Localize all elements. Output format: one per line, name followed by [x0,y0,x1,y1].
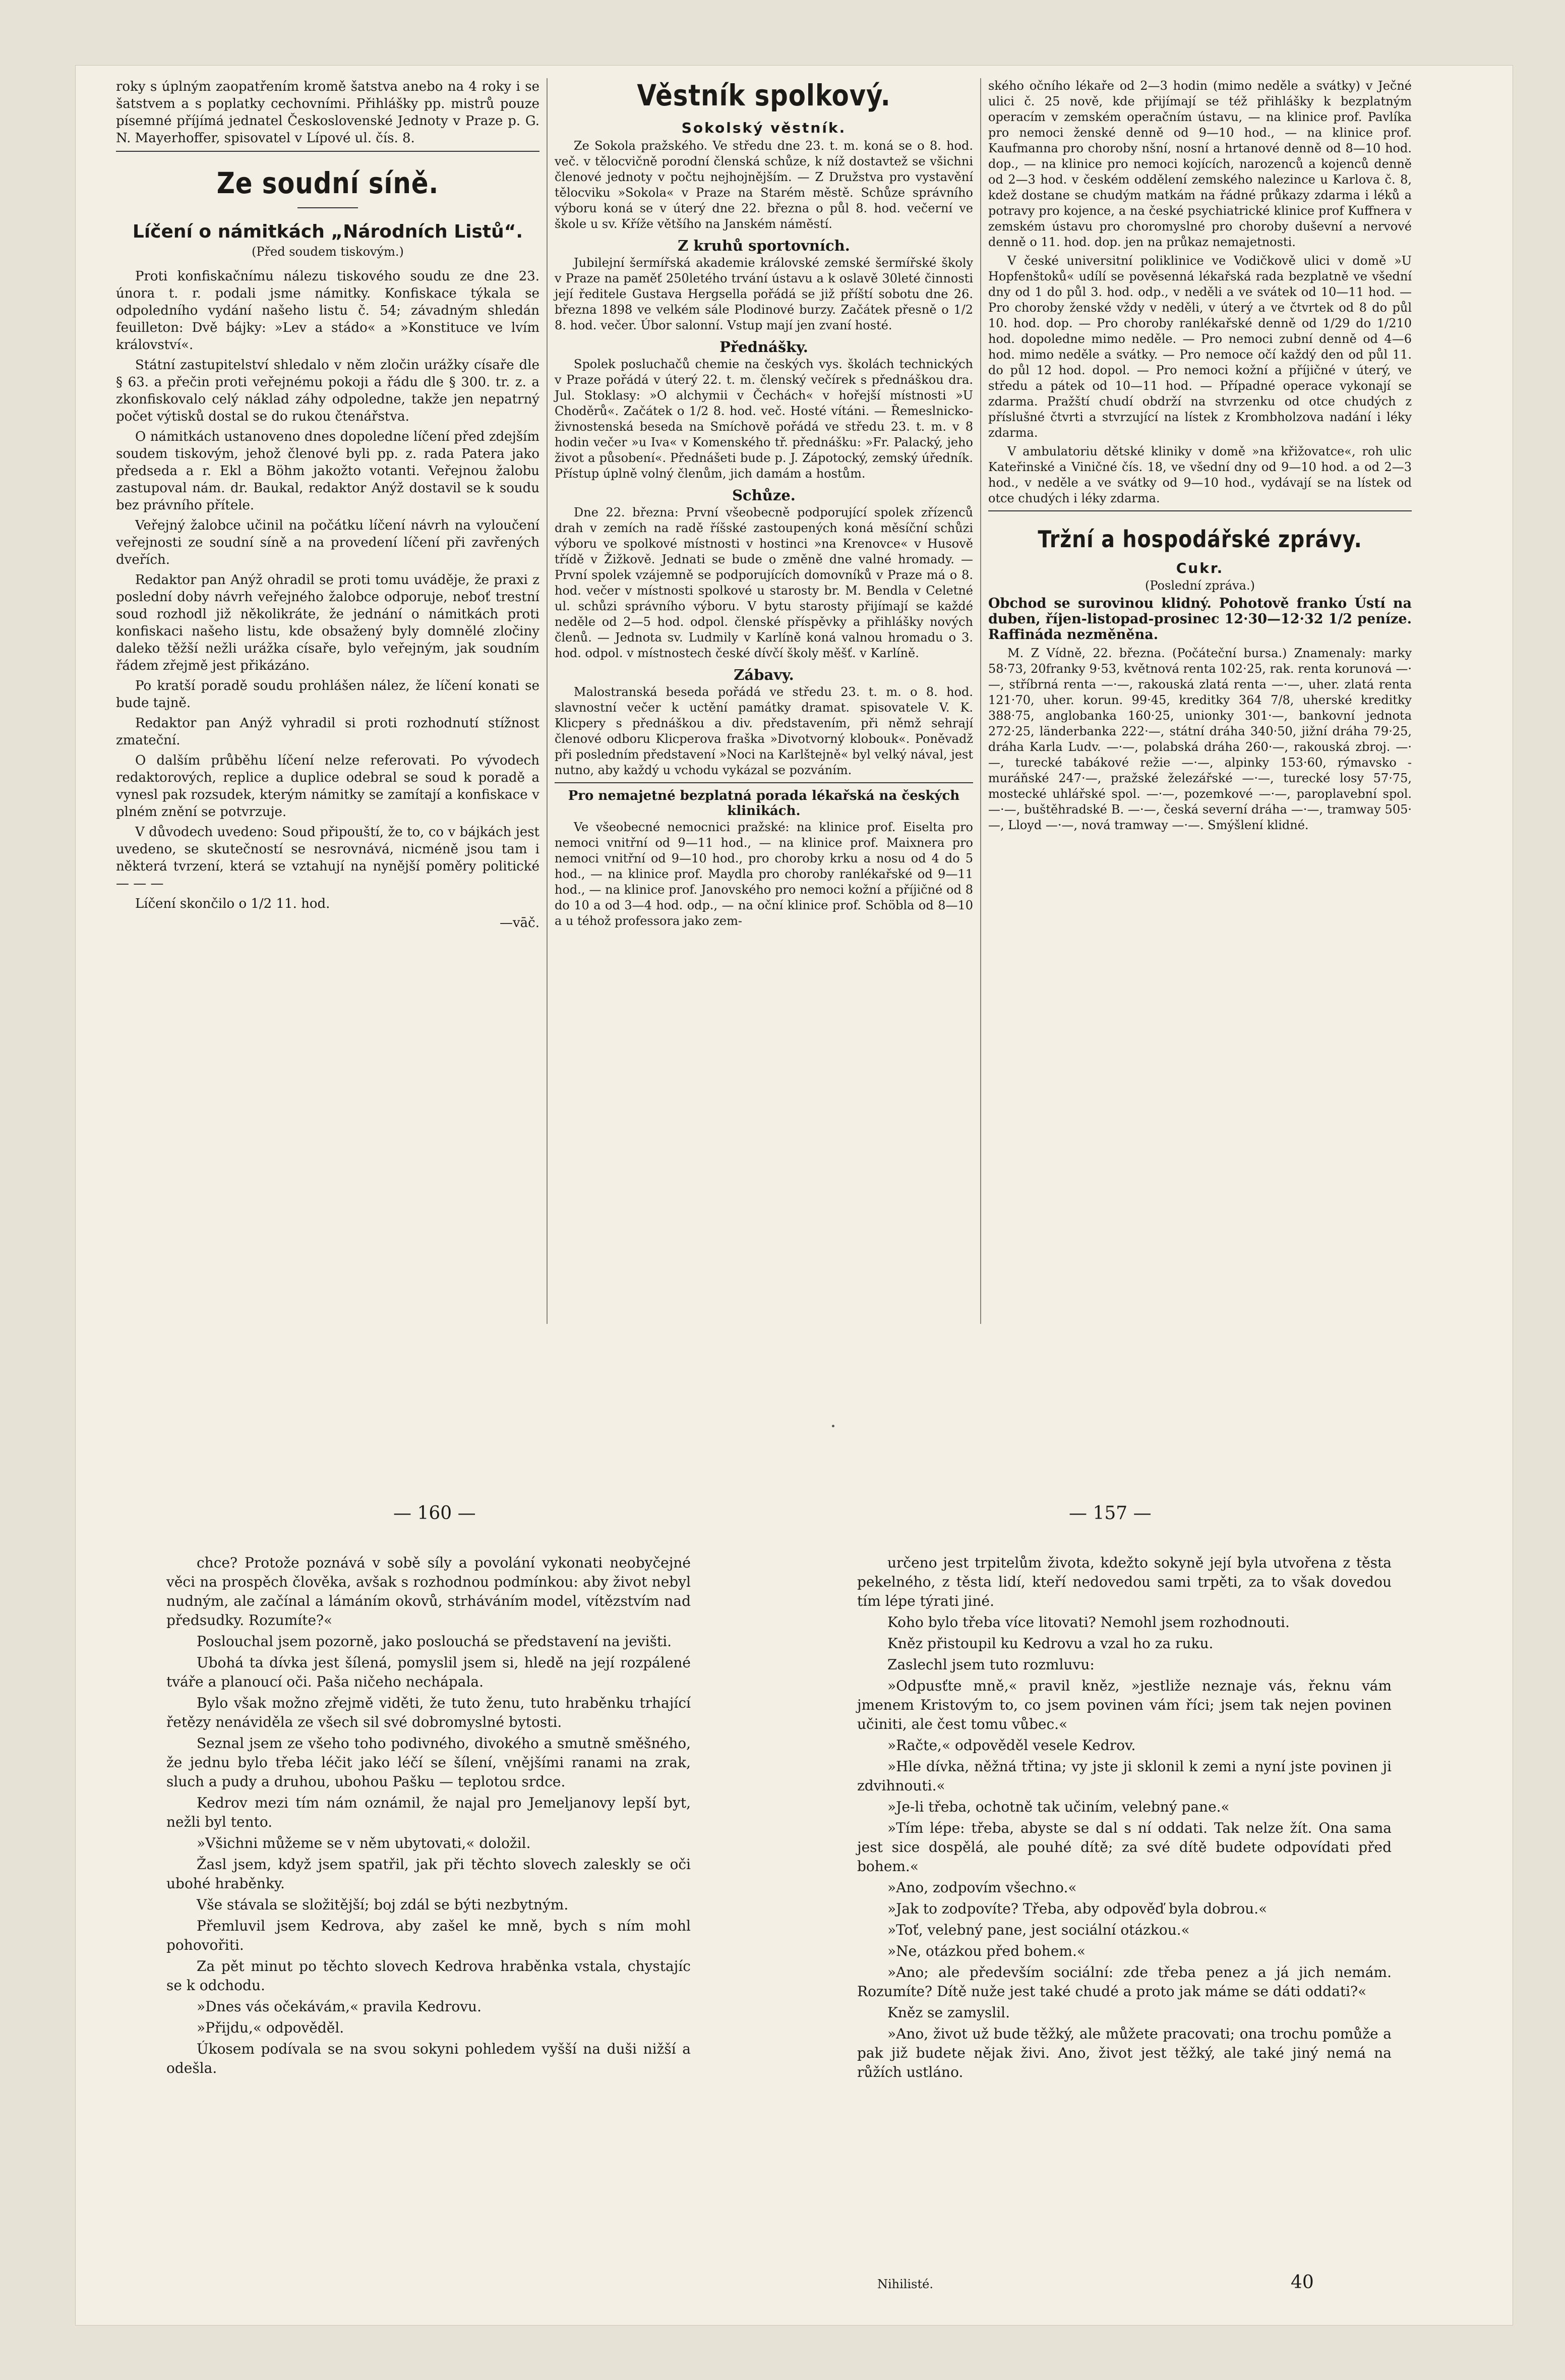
section-heading: Zábavy. [734,666,794,683]
paragraph: M. Z Vídně, 22. března. (Počáteční bursa.) Znamenaly: marky 58·73, 20franky 9·53, květnová renta 102·25, rak. renta korunová —·—, stříbrná renta —·—, rakouská zlatá renta —·—, uher. zlatá renta 121·70, uher. korun. 99·45, kreditky 364 7/8, uherské kreditky 388·75, anglobanka 160·25, unionky 301·—, bankovní jednota 272·25, länderbanka 222·—, státní dráha 340·50, jižní dráha 79·25, dráha Karla Ludv. —·—, polabská dráha 260·—, rakouská zbroj. —·—, turecké tabákové režie —·—, alpinky 153·60, rýmavsko - muráňské 247·—, pražské železářské —·—, turecké losy 57·75, mostecké uhlářské spol. —·—, pozemkové —·—, paroplavební spol. —·—, buštěhradské B. —·—, česká severní dráha —·—, tramway 505·—, Lloyd —·—, nová tramway —·—. Smýšlení klidné. [988,646,1412,832]
court-subheading: Líčení o námitkách „Národních Listů“. [132,221,523,242]
paragraph: chce? Protože poznává v sobě síly a povolání vykonati neobyčejné věci na prospěch člověka, avšak s rozhodnou podmínkou: aby život nebyl nudným, ale začínal a lámáním okovů, strháváním model, vítězstvím nad předsudky. Rozumíte?« [166,1554,691,1629]
paragraph: Proti konfiskačnímu nálezu tiskového soudu ze dne 23. února t. r. podali jsme námitky. Konfiskace týkala se odpoledního vydání našeho listu č. 54; závadným shledán feuilleton: Dvě bájky: »Lev a stádo« a »Konstituce ve lvím království«. [116,269,539,353]
paragraph: Malostranská beseda pořádá ve středu 23. t. m. o 8. hod. slavnostní večer k uctění památky dramat. spisovatele V. K. Klicpery s přednáškou a div. představením, při němž sehrají členové odboru Klicperova fraška »Divotvorný klobouk«. Poněvadž při posledním představení »Noci na Karlštejně« byl velký nával, jest nutno, aby každý u vchodu vykázal se pozváním. [555,685,973,777]
paragraph: »Tím lépe: třeba, abyste se dal s ní oddati. Tak nelze žít. Ona sama jest sice dospělá, ale pouhé dítě; za své dítě budete odpovídati před bohem.« [857,1820,1392,1875]
paragraph: »Dnes vás očekávám,« pravila Kedrovu. [197,1998,481,2015]
column-divider [980,78,981,1324]
section-note: (Poslední zpráva.) [1145,578,1255,593]
divider [555,782,973,783]
book-footer-title: Nihilisté. [877,2277,933,2291]
paragraph: O dalším průběhu líčení nelze referovati. Po vývodech redaktorových, replice a duplice odebral se soud k poradě a vynesl pak rozsudek, kterým námitky se zamítají a konfiskace v plném znění se potvrzuje. [116,753,539,820]
paragraph: V české universitní poliklinice ve Vodičkově ulici v domě »U Hopfenštoků« udílí se pověsenná lékařská rada bezplatně ve všední dny od 1 do půl 3. hod. odp., v neděli a ve svátek od 10—11 hod. — Pro choroby ženské vždy v neděli, v úterý a ve čtvrtek od 8 do půl 10. hod. dop. — Pro choroby ranlékařské denně od 1/29 do 1/210 hod. dopoledne mimo neděle. — Pro nemoci zubní denně od 4—6 hod. mimo neděle a svátky. — Pro nemoce očí každý den od půl 11. do půl 12 hod. dopol. — Pro nemoci kožní a příjičné v úterý, ve středu a pátek od 10—11 hod. — Případné operace vykonají se zdarma. Pražští chudí obdrží na stvrzenku od otce chudých z příslušné čtvrti a stvrzující na lístek z Krombholzova nadání i léky zdarma. [988,254,1412,440]
paragraph: Žasl jsem, když jsem spatřil, jak při těchto slovech zaleskly se oči ubohé hraběnky. [166,1856,691,1892]
paragraph: Kněz přistoupil ku Kedrovu a vzal ho za ruku. [887,1635,1214,1652]
column-1 [116,78,539,931]
paragraph: Líčení skončilo o 1/2 11. hod. [135,896,330,911]
club-news-heading: Věstník spolkový. [637,78,891,112]
paragraph: Ve všeobecné nemocnici pražské: na klinice prof. Eiselta pro nemoci vnitřní od 9—11 hod., — na klinice prof. Maixnera pro nemoci vnitřní od 9—10 hod., pro choroby krku a nosu od 4 do 5 hod., — na klinice prof. Maydla pro choroby ranlékařské od 9—11 hod., — na klinice prof. Janovského pro nemoci kožní a příjičné od 8 do 10 a od 3—4 hod. odp., — na oční klinice prof. Schöbla od 8—10 a u téhož professora jako zem- [555,820,973,928]
paragraph: Ze Sokola pražského. Ve středu dne 23. t. m. koná se o 8. hod. več. v tělocvičně porodní členská schůze, k níž dostavtež se všichni členové jednoty v počtu nejhojnějším. — Z Družstva pro vystavění tělocviku »Sokola« v Praze na Starém městě. Schůze správního výboru koná se v úterý dne 22. března o půl 8. hod. večerní ve škole u sv. Kříže většího na Janském náměstí. [555,139,973,231]
paragraph: Redaktor pan Anýž vyhradil si proti rozhodnutí stížnost zmateční. [116,716,539,748]
paragraph: Dne 22. března: První všeobecně podporující spolek zřízenců drah v zemích na radě říšské zastoupených koná měsíční schůzi výboru ve spolkové místnosti v hostinci »na Krenovce« v Husově třídě v Žižkově. Jednati se bude o změně dne valné hromady. — První spolek vzájemně se podporujících domovníků v Praze má o 8. hod. večer v místnosti spolkové u starosty br. M. Bendla v Celetné ul. schůzi správního výboru. V bytu starosty přijímají se každé neděle od 2—5 hod. odpol. členské příspěvky a přihlášky nových členů. — Jednota sv. Ludmily v Karlíně koná valnou hromadu o 3. hod. odpol. v místnostech české dívčí školy měšť. v Karlíně. [555,505,973,660]
paragraph: Zaslechl jsem tuto rozmluvu: [887,1656,1095,1673]
market-summary: Obchod se surovinou klidný. Pohotově franko Ústí na duben, říjen-listopad-prosinec 12·30—12·32 1/2 peníze. Raffináda nezměněna. [988,596,1412,643]
paragraph: O námitkách ustanoveno dnes dopoledne líčení před zdejším soudem tiskovým, jehož členové byli pp. z. rada Patera jako předseda a r. Ekl a Böhm jakožto votanti. Veřejnou žalobu zastupoval nám. dr. Baukal, redaktor Anýž dostavil se k soudu bez právního přítele. [116,429,539,513]
paragraph: Přemluvil jsem Kedrova, aby zašel ke mně, bych s ním mohl pohovořiti. [166,1918,691,1953]
paragraph: Veřejný žalobce učinil na počátku líčení návrh na vyloučení veřejnosti ze soudní síně a na provedení líčení při zavřených dveřích. [116,518,539,567]
left-page-number: — 160 — [393,1503,476,1524]
paragraph: »Ano, zodpovím všechno.« [887,1879,1077,1896]
paragraph: Po kratší poradě soudu prohlášen nález, že líčení konati se bude tajně. [116,678,539,711]
paragraph: Jubilejní šermířská akademie královské zemské šermířské školy v Praze na paměť 250letého trvání ústavu a k oslavě 30leté činnosti její ředitele Gustava Hergsella pořádá se již příští sobotu dne 26. března 1898 ve velkém sále Plodinové burzy. Začátek přesně o 1/2 8. hod. večer. Úbor salonní. Vstup mají jen zvaní hosté. [555,256,973,332]
paragraph: V důvodech uvedeno: Soud připouští, že to, co v bájkách jest uvedeno, se skutečností se nesrovnává, nicméně jsou tam i některá tvrzení, která se vztahují na nynější poměry politické — — — [116,825,539,891]
paragraph: Spolek posluchačů chemie na českých vys. školách technických v Praze pořádá v úterý 22. t. m. členský večírek s přednáškou dra. Jul. Stoklasy: »O alchymii v Čechách« v hořejší místnosti »U Choděrů«. Začátek o 1/2 8. hod. več. Hosté vítáni. — Řemeslnicko-živnostenská beseda na Smíchově pořádá ve středu 23. t. m. v 8 hodin večer »u Iva« v Komenského tř. přednášku: »Fr. Palacký, jeho život a působení«. Přednášeti bude p. J. Zápotocký, zemský úředník. Přístup úplně volný členům, jich damám a hostům. [555,357,973,481]
section-heading: Cukr. [1176,560,1224,576]
signature-number: 40 [1291,2272,1314,2293]
paragraph: Kedrov mezi tím nám oznámil, že najal pro Jemeljanovy lepší byt, nežli byl tento. [166,1794,691,1830]
paragraph: »Všichni můžeme se v něm ubytovati,« doložil. [197,1835,531,1851]
paragraph: Ubohá ta dívka jest šílená, pomyslil jsem si, hledě na její rozpálené tváře a planoucí oči. Paša ničeho nechápala. [166,1654,691,1690]
section-heading: Schůze. [732,487,796,504]
book-page-right [857,1553,1392,2295]
right-page-number: — 157 — [1069,1503,1152,1524]
newspaper-upper-section [116,78,1412,1324]
paragraph: Kněz se zamyslil. [887,2004,1010,2021]
paragraph: Redaktor pan Anýž ohradil se proti tomu uváděje, že praxi z poslední doby návrh veřejného žalobce odporuje, neboť trestní soud rozhodl již několikráte, že jednání o námitkách proti konfiskaci našeho listu, kde obsažený byly domnělé zločiny daleko těžší nežli urážka císaře, bylo veřejným, jak soudním řádem zřejmě jest přikázáno. [116,572,539,673]
paragraph: Za pět minut po těchto slovech Kedrova hraběnka vstala, chystajíc se k odchodu. [166,1958,691,1994]
paragraph: Vše stávala se složitější; boj zdál se býti nezbytným. [197,1896,569,1913]
section-heading: Sokolský věstník. [681,120,847,136]
section-heading: Přednášky. [719,338,808,356]
paragraph: »Přijdu,« odpověděl. [197,2019,344,2036]
divider [988,510,1412,511]
paragraph: »Toť, velebný pane, jest sociální otázkou.« [887,1922,1190,1938]
paragraph: »Račte,« odpověděl vesele Kedrov. [887,1737,1136,1754]
paragraph: Bylo však možno zřejmě viděti, že tuto ženu, tuto hraběnku trhající řetězy nenáviděla ze všech sil své dobromyslné bytosti. [166,1695,691,1730]
paragraph: ského očního lékaře od 2—3 hodin (mimo neděle a svátky) v Ječné ulici č. 25 nově, kde přijímají se též přihlášky k bezplatným operacím v zemském operačním ústavu, — na klinice prof. Pavlíka pro nemoci ženské denně od 9—10 hod., — na klinice prof. Kaufmanna pro choroby nšní, nosní a hrtanové denně od 8—10 hod. dop., — na klinice pro nemoci kojících, narozenců a kojenců denně od 2—3 hod. v českém oddělení zemského nalezince u Karlova č. 8, kdež dostane se chudým matkám na řádné průkazy zdarma i léků a potravy pro kojence, a na české psychiatrické klinice prof Kuffnera v zemském ústavu pro choromyslné pro choroby duševní a nervové denně o 11. hod. dop. jen na průkaz nemajetnosti. [988,79,1412,249]
paragraph: »Ano; ale především sociální: zde třeba penez a já jich nemám. Rozumíte? Dítě nuže jest také chudé a proto jak máme se dáti oddati?« [857,1964,1392,2000]
book-page-left [166,1553,691,2295]
intro-paragraph: roky s úplným zaopatřením kromě šatstva anebo na 4 roky i se šatstvem a s poplatky cechovními. Přihlášky pp. mistrů pouze písemné příjímá jednatel Československé Jednoty v Praze p. G. N. Mayerhoffer, spisovatel v Lípové ul. čís. 8. [116,79,539,146]
paragraph: »Hle dívka, něžná třtina; vy jste ji sklonil k zemi a nyní jste povinen ji zdvihnouti.« [857,1758,1392,1794]
paragraph: V ambulatoriu dětské kliniky v domě »na křižovatce«, roh ulic Kateřinské a Viničné čís. 18, ve všední dny od 9—10 hod. a od 2—3 hod., v neděle a ve svátky od 9—10 hod., vydávají se na lístek od otce chudých i léky zdarma. [988,444,1412,505]
section-heading: Pro nemajetné bezplatná porada lékařská na českých klinikách. [568,788,960,819]
paragraph: »Ne, otázkou před bohem.« [887,1943,1086,1959]
paragraph: Poslouchal jsem pozorně, jako poslouchá se představení na jevišti. [197,1633,672,1650]
paragraph: »Ano, život už bude těžký, ale můžete pracovati; ona trochu pomůže a pak již budete nějak živi. Ano, život jest těžký, ale také jiný nemá na růžích ustláno. [857,2025,1392,2080]
column-divider [547,78,548,1324]
page-mark [832,1425,834,1427]
market-heading: Tržní a hospodářské zprávy. [1038,526,1362,553]
paragraph: »Odpusťte mně,« pravil kněz, »jestliže neznaje vás, řeknu vám jmenem Kristovým to, co jsem povinen vám říci; jsem tak nejen povinen učiniti, ale čest tomu vůbec.« [857,1677,1392,1732]
court-heading: Ze soudní síně. [216,166,439,200]
paragraph: »Jak to zodpovíte? Třeba, aby odpověď byla dobrou.« [887,1900,1268,1917]
divider [297,207,358,208]
section-heading: Z kruhů sportovních. [678,237,850,254]
paragraph: Seznal jsem ze všeho toho podivného, divokého a smutně směšného, že jednu bylo třeba léčit jako léčí se šílení, vnějšími ranami na zrak, sluch a pudy a druhou, ubohou Pašku — teplotou srdce. [166,1735,691,1790]
signature: —vāč. [499,915,539,931]
column-3 [988,78,1412,836]
paragraph: »Je-li třeba, ochotně tak učiním, velebný pane.« [887,1798,1230,1815]
divider [116,151,539,152]
paragraph: Státní zastupitelství shledalo v něm zločin urážky císaře dle § 63. a přečin proti veřejnému pokoji a řádu dle § 300. tr. z. a zkonfiskovalo celý náklad záhy odpoledne, takže jen nepatrný počet výtisků dostal se do rukou čtenářstva. [116,358,539,424]
column-2 [555,78,973,932]
paragraph: Úkosem podívala se na svou sokyni pohledem vyšší na duši nižší a odešla. [166,2041,691,2076]
paragraph: Koho bylo třeba více litovati? Nemohl jsem rozhodnouti. [887,1614,1290,1631]
court-note: (Před soudem tiskovým.) [252,245,404,259]
paragraph: určeno jest trpitelům života, kdežto sokyně její byla utvořena z těsta pekelného, z těsta lidí, kteří nedovedou sami trpěti, za to však dovedou tím lépe týrati jiné. [857,1554,1392,1609]
